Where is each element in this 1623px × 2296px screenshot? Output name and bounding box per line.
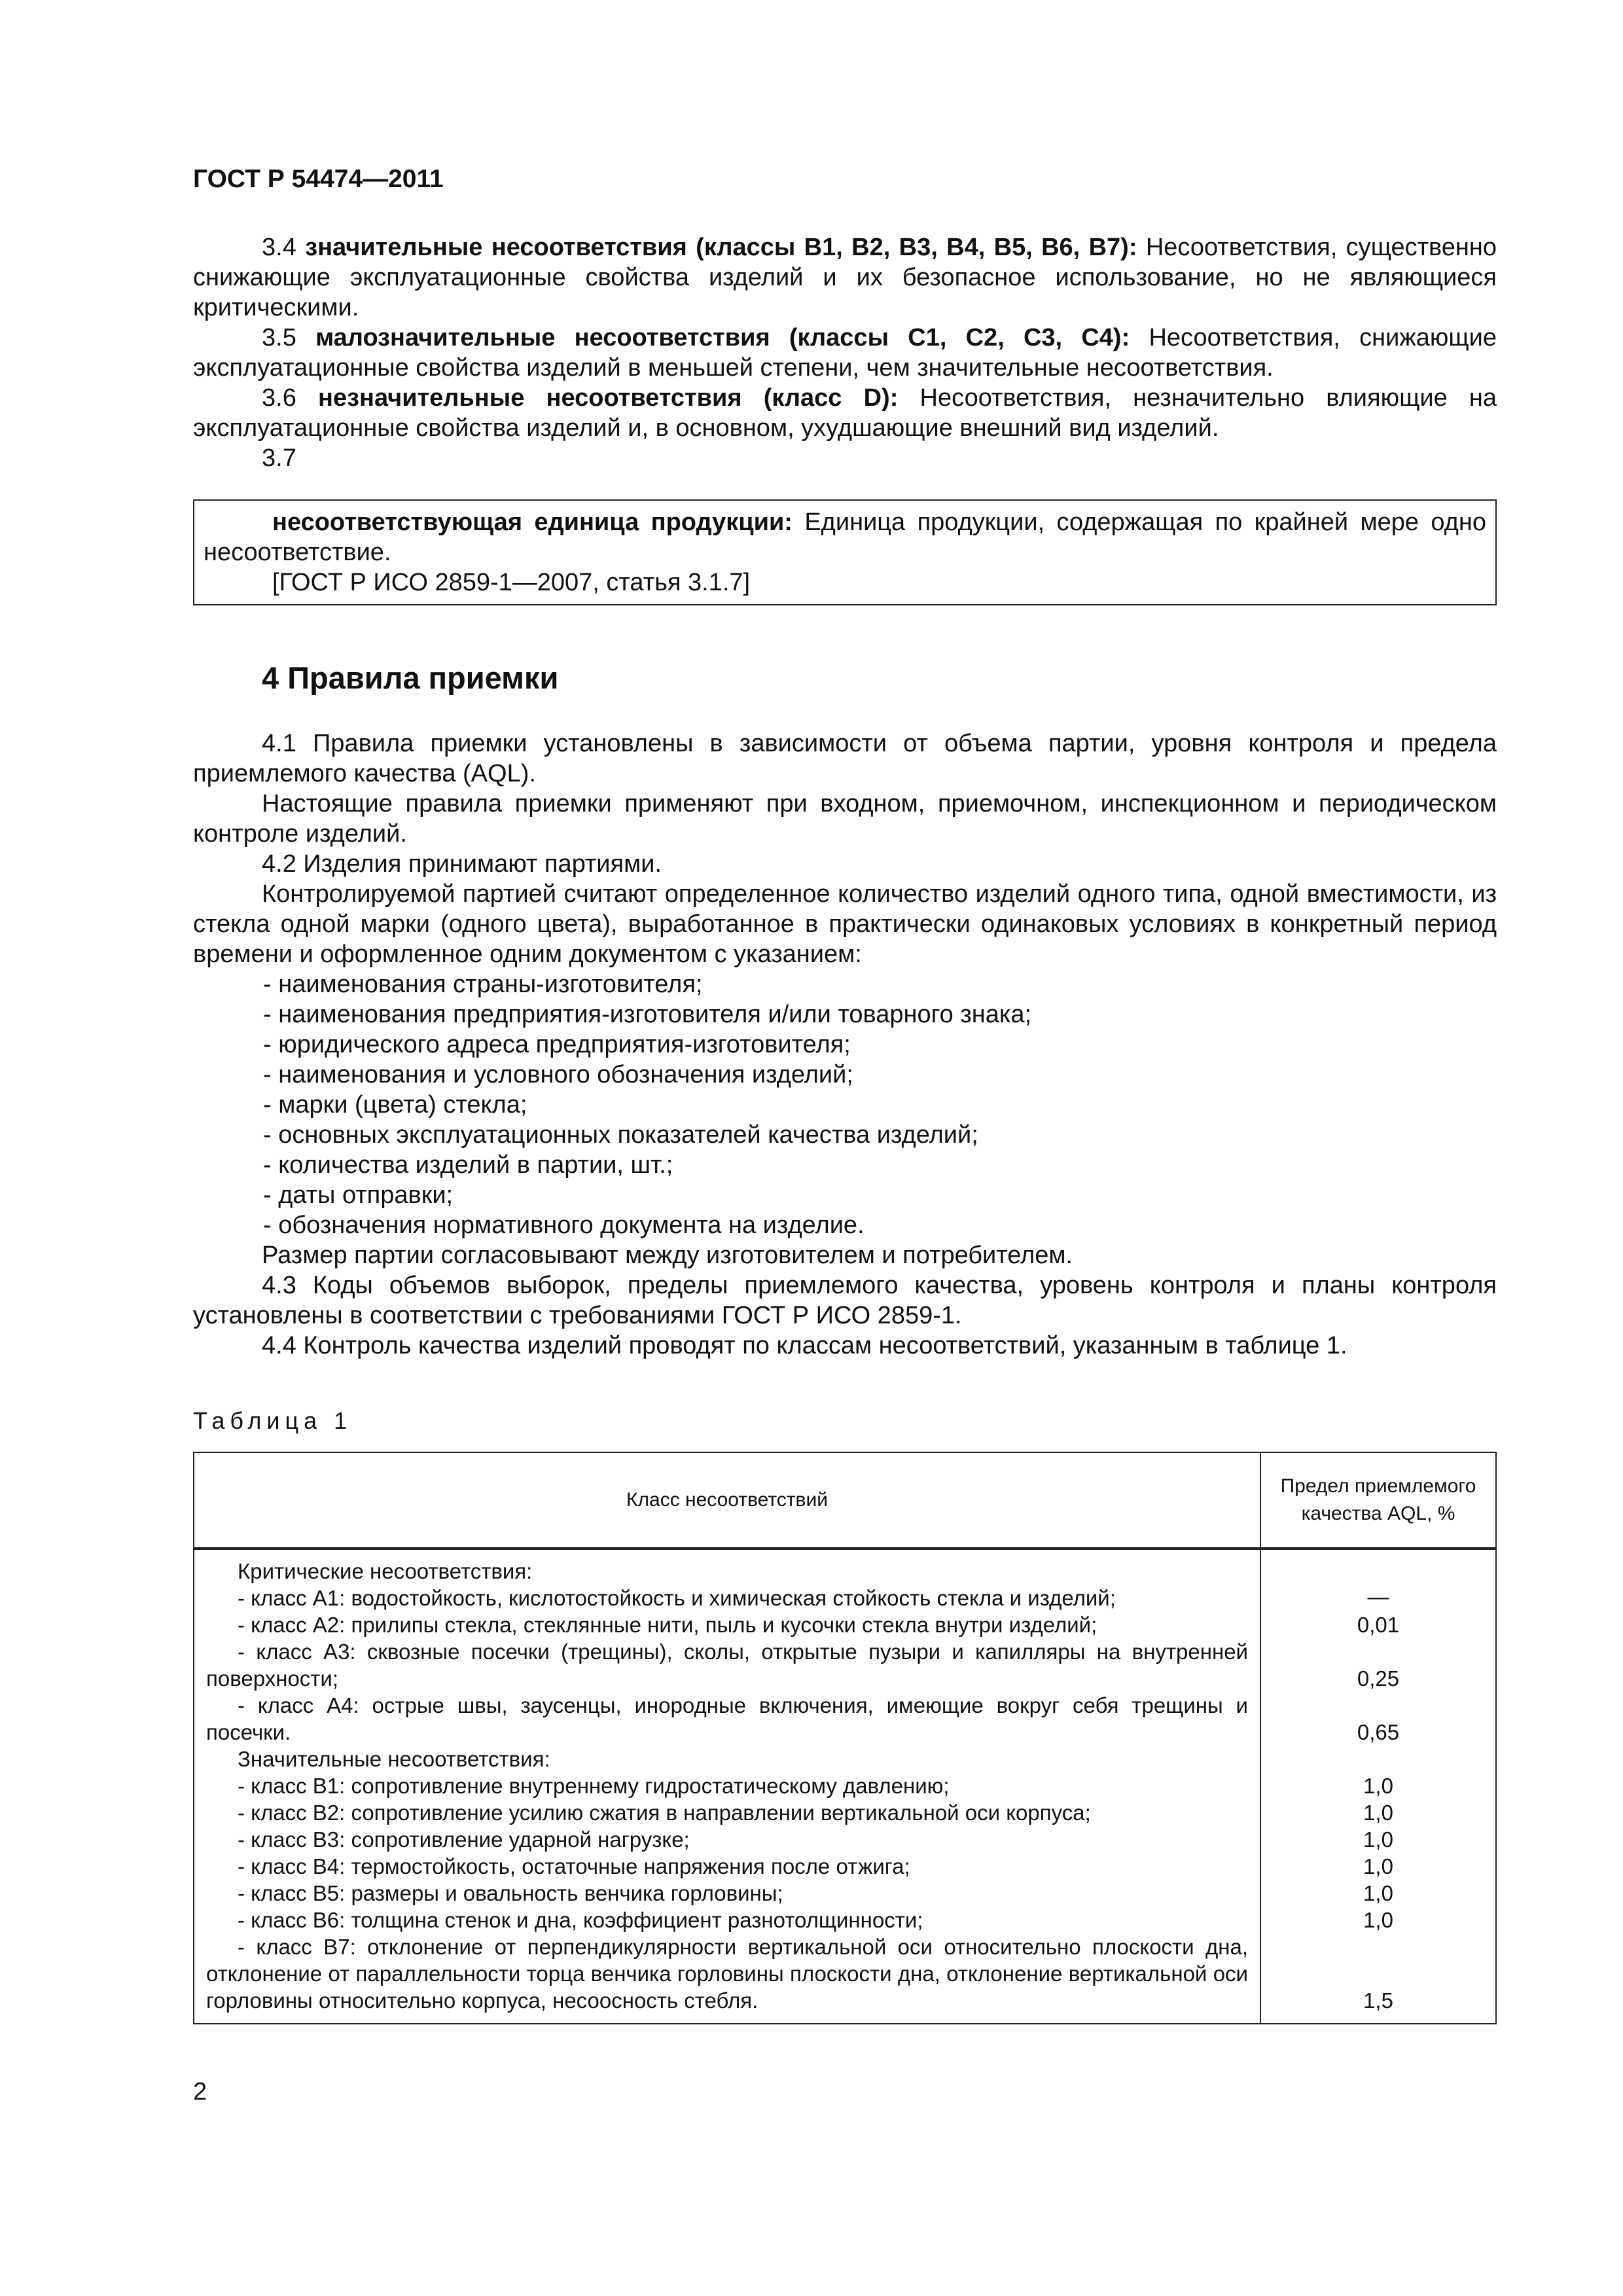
paragraph-4-2-c: Размер партии согласовывают между изготовителем и потребителем. bbox=[262, 1242, 1073, 1269]
page-number: 2 bbox=[193, 2078, 207, 2106]
table-group-critical: Критические несоответствия: bbox=[238, 1559, 533, 1583]
paragraph-4-3: 4.3 Коды объемов выборок, пределы приемлемого качества, уровень контроля и планы контроля установлены в соответствии с требованиями ГОСТ Р ИСО 2859-1. bbox=[193, 1272, 1497, 1329]
boxed-definition bbox=[193, 499, 1497, 605]
table-row-a3: - класс А3: сквозные посечки (трещины), сколы, открытые пузыри и капилляры на внутренней поверхности; bbox=[206, 1640, 1248, 1691]
list-item: - обозначения нормативного документа на изделие. bbox=[263, 1211, 865, 1239]
paragraph-4-4: 4.4 Контроль качества изделий проводят по классам несоответствий, указанным в таблице 1. bbox=[262, 1332, 1347, 1359]
list-item: - даты отправки; bbox=[263, 1181, 454, 1209]
definition-term: малозначительные несоответствия (классы С1, С2, С3, С4): bbox=[315, 324, 1130, 351]
paragraph-4-2: 4.2 Изделия принимают партиями. bbox=[262, 850, 662, 878]
section-4-title: 4 Правила приемки bbox=[262, 660, 559, 695]
definition-text: Несоответствия, незначительно влияющие на эксплуатационные свойства изделий и, в основном, ухудшающие внешний вид изделий. bbox=[193, 384, 1497, 442]
list-item: - юридического адреса предприятия-изготовителя; bbox=[263, 1031, 851, 1058]
definition-3-5 bbox=[193, 323, 1497, 383]
list-item: - основных эксплуатационных показателей качества изделий; bbox=[263, 1121, 978, 1149]
table-group-major: Значительные несоответствия: bbox=[238, 1747, 550, 1771]
table-row-b7: - класс В7: отклонение от перпендикулярности вертикальной оси относительно плоскости дна, отклонение от параллельности торца венчика горловины плоскости дна, отклонение вертикальной оси горловины относительно корпуса, несоосность стебля. bbox=[206, 1935, 1248, 2013]
aql-value-a4: 0,65 bbox=[1357, 1720, 1400, 1744]
list-item: - количества изделий в партии, шт.; bbox=[263, 1151, 673, 1179]
boxed-definition-reference: [ГОСТ Р ИСО 2859-1—2007, статья 3.1.7] bbox=[272, 569, 751, 596]
table-row-b5: - класс В5: размеры и овальность венчика горловины; bbox=[238, 1881, 783, 1905]
definition-text: Несоответствия, существенно снижающие эксплуатационные свойства изделий и их безопасное использование, но не являющиеся критическими. bbox=[193, 234, 1497, 321]
list-item: - марки (цвета) стекла; bbox=[263, 1091, 527, 1119]
table-row-a4: - класс А4: острые швы, заусенцы, инородные включения, имеющие вокруг себя трещины и посечки. bbox=[206, 1693, 1248, 1744]
aql-value-b4: 1,0 bbox=[1363, 1854, 1393, 1878]
document-code-header: ГОСТ Р 54474—2011 bbox=[193, 165, 444, 193]
definition-3-6 bbox=[193, 383, 1497, 443]
table-caption: Таблица 1 bbox=[193, 1407, 353, 1434]
definition-number: 3.5 bbox=[262, 324, 316, 351]
paragraph-4-1: 4.1 Правила приемки установлены в зависимости от объема партии, уровня контроля и предела приемлемого качества (AQL). bbox=[193, 730, 1497, 787]
aql-value-b2: 1,0 bbox=[1363, 1801, 1393, 1825]
list-item: - наименования страны-изготовителя; bbox=[263, 971, 703, 998]
table-class-column bbox=[194, 1558, 1260, 2014]
definition-number: 3.4 bbox=[262, 234, 306, 261]
table-row-a1: - класс А1: водостойкость, кислотостойкость и химическая стойкость стекла и изделий; bbox=[238, 1586, 1116, 1610]
table-row-b1: - класс В1: сопротивление внутреннему гидростатическому давлению; bbox=[238, 1774, 950, 1798]
definitions-block bbox=[193, 232, 1497, 473]
aql-value-b3: 1,0 bbox=[1363, 1827, 1393, 1852]
table-row-a2: - класс А2: прилипы стекла, стеклянные нити, пыль и кусочки стекла внутри изделий; bbox=[238, 1613, 1097, 1637]
definition-term: значительные несоответствия (классы В1, В2, В3, В4, В5, В6, В7): bbox=[305, 234, 1137, 261]
aql-value-a2: 0,01 bbox=[1357, 1613, 1400, 1637]
nonconformity-table bbox=[193, 1452, 1497, 2024]
paragraph-4-1-b: Настоящие правила приемки применяют при входном, приемочном, инспекционном и периодическом контроле изделий. bbox=[193, 790, 1497, 848]
definition-3-4 bbox=[193, 232, 1497, 323]
table-row-b2: - класс В2: сопротивление усилию сжатия в направлении вертикальной оси корпуса; bbox=[238, 1801, 1091, 1825]
aql-value-a3: 0,25 bbox=[1357, 1666, 1400, 1691]
definition-3-7-number: 3.7 bbox=[262, 444, 296, 472]
lot-document-list bbox=[193, 969, 1497, 1240]
aql-value-b6: 1,0 bbox=[1363, 1908, 1393, 1932]
aql-value-b5: 1,0 bbox=[1363, 1881, 1393, 1905]
list-item: - наименования предприятия-изготовителя и/или товарного знака; bbox=[263, 1001, 1032, 1028]
table-header-row bbox=[194, 1453, 1495, 1550]
paragraph-4-2-b: Контролируемой партией считают определенное количество изделий одного типа, одной вместимости, из стекла одной марки (одного цвета), выработанное в практически одинаковых условиях в конкретный период времени и оформленное одним документом с указанием: bbox=[193, 880, 1497, 968]
aql-value-b1: 1,0 bbox=[1363, 1774, 1393, 1798]
definition-term: несоответствующая единица продукции: bbox=[272, 509, 793, 536]
aql-value-a1: — bbox=[1367, 1585, 1389, 1609]
table-row-b3: - класс В3: сопротивление ударной нагрузке; bbox=[238, 1827, 690, 1852]
boxed-definition-text bbox=[204, 507, 1486, 567]
list-item: - наименования и условного обозначения изделий; bbox=[263, 1061, 853, 1088]
table-row-b6: - класс В6: толщина стенок и дна, коэффициент разнотолщинности; bbox=[238, 1908, 923, 1932]
definition-term: незначительные несоответствия (класс D): bbox=[318, 384, 899, 412]
definition-number: 3.6 bbox=[262, 384, 319, 412]
aql-value-b7: 1,5 bbox=[1363, 1988, 1393, 2013]
table-row-b4: - класс В4: термостойкость, остаточные напряжения после отжига; bbox=[238, 1854, 910, 1878]
column-header-aql: Предел приемлемого качества AQL, % bbox=[1280, 1475, 1476, 1524]
column-header-class: Класс несоответствий bbox=[626, 1489, 828, 1511]
definition-text: Несоответствия, снижающие эксплуатационные свойства изделий в меньшей степени, чем значительные несоответствия. bbox=[193, 324, 1497, 382]
section-4-body bbox=[193, 728, 1497, 1361]
definition-text: Единица продукции, содержащая по крайней мере одно несоответствие. bbox=[204, 509, 1486, 566]
